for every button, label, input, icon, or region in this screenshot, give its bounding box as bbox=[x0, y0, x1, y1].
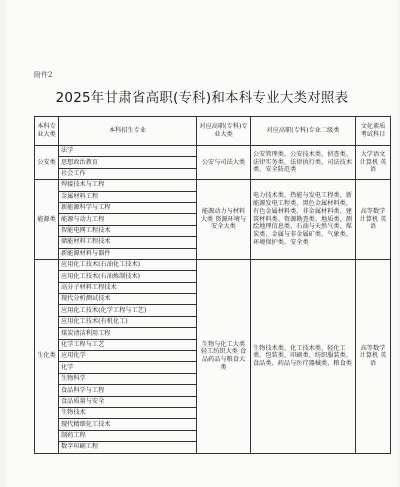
vocational-second-cell: 电力技术类、热能与发电工程类、新能源发电工程类、黑色金属材料类、有色金属材料类、非金属材料类、建筑材料类、资源勘查类、地质类、测绘地理信息类、石油与天然气类、煤炭类、金属与非金属矿类、气象类、环境保护类、安全类 bbox=[251, 180, 356, 260]
vocational-category-cell: 生物与化工大类 轻工纺织大类 食品药品与粮食大类 bbox=[197, 259, 251, 453]
vocational-second-cell: 生物技术类、化工技术类、轻化工类、包装类、印刷类、纺织服装类、食品类、药品与医疗器械类、粮食类 bbox=[251, 259, 356, 453]
header-subjects: 文化素质考试科目 bbox=[356, 117, 391, 146]
major-cell: 新能源材料与器件 bbox=[59, 248, 197, 259]
major-cell: 食品科学与工程 bbox=[59, 385, 197, 396]
header-majors: 本科招生专业 bbox=[59, 117, 197, 146]
major-cell: 焊接技术与工程 bbox=[59, 180, 197, 191]
table-row bbox=[35, 180, 391, 191]
major-cell: 生物科学 bbox=[59, 373, 197, 384]
major-cell: 应用化工技术(化学工程与工艺) bbox=[59, 305, 197, 316]
major-cell: 能源与动力工程 bbox=[59, 214, 197, 225]
category-cell: 能源类 bbox=[35, 180, 59, 260]
attachment-label: 附件2 bbox=[34, 71, 53, 79]
table-row bbox=[35, 146, 391, 157]
category-cell: 生化类 bbox=[35, 259, 59, 453]
major-cell: 智能电网工程技术 bbox=[59, 225, 197, 236]
document-page bbox=[6, 0, 398, 487]
major-cell: 应用化工技术(石油炼制技术) bbox=[59, 271, 197, 282]
vocational-category-cell: 公安与司法大类 bbox=[197, 146, 251, 180]
major-cell: 社会工作 bbox=[59, 168, 197, 179]
major-cell: 新能源科学与工程 bbox=[59, 202, 197, 213]
header-vocational-category: 对应高职(专科)专业大类 bbox=[197, 117, 251, 146]
major-cell: 制药工程 bbox=[59, 430, 197, 441]
major-cell: 高分子材料工程技术 bbox=[59, 282, 197, 293]
major-cell: 煤炭清洁利用工程 bbox=[59, 328, 197, 339]
page-title: 2025年甘肃省高职(专科)和本科专业大类对照表 bbox=[55, 90, 349, 106]
vocational-category-cell: 能源动力与材料大类 资源环境与安全大类 bbox=[197, 180, 251, 260]
major-cell: 储能材料工程技术 bbox=[59, 237, 197, 248]
major-cell: 生物技术 bbox=[59, 407, 197, 418]
major-cell: 化学工程与工艺 bbox=[59, 339, 197, 350]
major-cell: 数字印刷工程 bbox=[59, 442, 197, 453]
subjects-cell: 高等数学 计算机 英语 bbox=[356, 180, 391, 260]
major-cell: 应用化学 bbox=[59, 351, 197, 362]
major-cell: 现代分析测试技术 bbox=[59, 294, 197, 305]
major-cell: 法学 bbox=[59, 146, 197, 157]
major-cell: 应用化工技术(有机化工) bbox=[59, 316, 197, 327]
major-cell: 应用化工技术(石油化工技术) bbox=[59, 259, 197, 270]
major-cell: 思想政治教育 bbox=[59, 157, 197, 168]
table-header-row bbox=[35, 117, 391, 146]
subjects-cell: 高等数学 计算机 英语 bbox=[356, 259, 391, 453]
vocational-second-cell: 公安管理类、公安技术类、侦查类、法律实务类、法律执行类、司法技术类、安全防范类 bbox=[251, 146, 356, 180]
major-mapping-table bbox=[34, 116, 391, 454]
header-vocational-second: 对应高职(专科)专业二级类 bbox=[251, 117, 356, 146]
header-category: 本科专业大类 bbox=[35, 117, 59, 146]
major-cell: 食品质量与安全 bbox=[59, 396, 197, 407]
subjects-cell: 大学语文 计算机 英语 bbox=[356, 146, 391, 180]
major-cell: 金属材料工程 bbox=[59, 191, 197, 202]
category-cell: 公安类 bbox=[35, 146, 59, 180]
table-row bbox=[35, 259, 391, 270]
major-cell: 化学 bbox=[59, 362, 197, 373]
table-body bbox=[35, 146, 391, 454]
major-cell: 现代精细化工技术 bbox=[59, 419, 197, 430]
